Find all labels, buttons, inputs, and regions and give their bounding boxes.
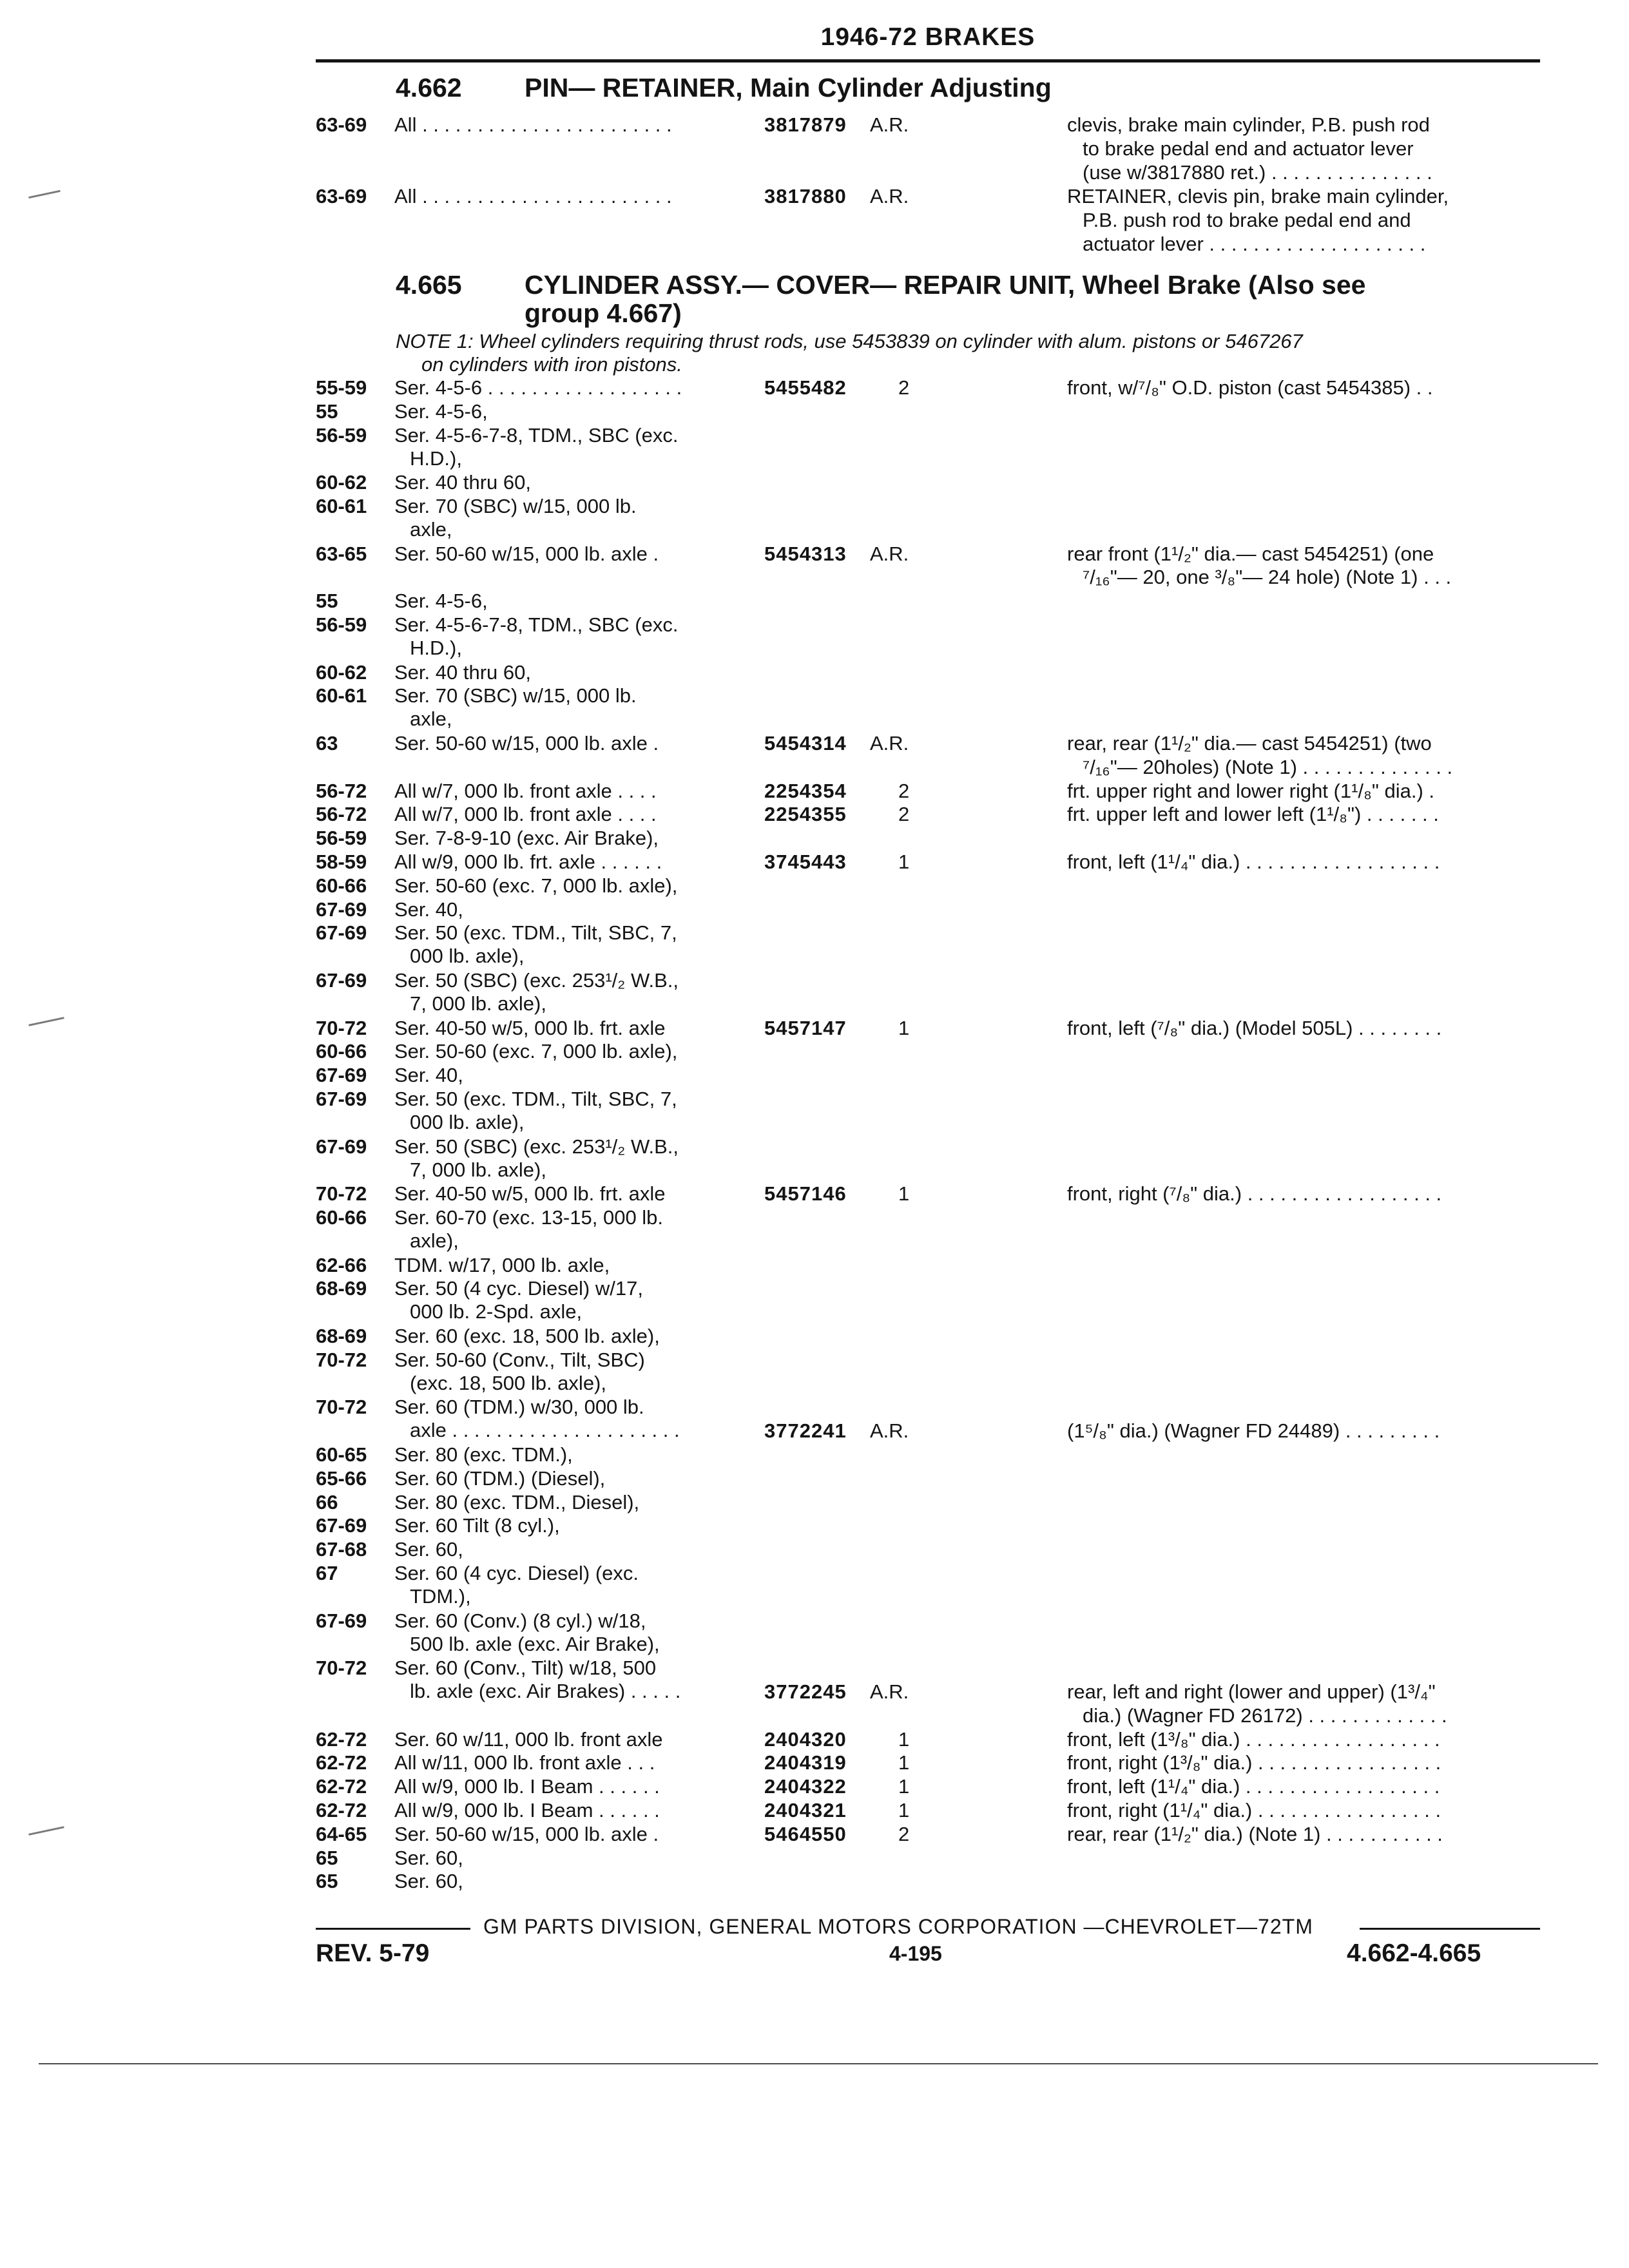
model-years: 62-72 [316,1775,367,1798]
application-line: Ser. 50-60 (Conv., Tilt, SBC) [394,1348,645,1371]
part-description [1067,1017,1537,1041]
description-line: actuator lever . . . . . . . . . . . . . . . . . . . . [1083,233,1426,255]
application [394,376,755,399]
application-line: Ser. 60-70 (exc. 13-15, 000 lb. [394,1206,664,1229]
application-line: Ser. 40-50 w/5, 000 lb. frt. axle [394,1182,666,1206]
quantity: 1 [898,1799,910,1821]
application-line: Ser. 60 (TDM.) w/30, 000 lb. [394,1396,644,1419]
application [394,495,755,541]
model-years: 63-65 [316,542,367,565]
model-years: 60-62 [316,660,367,684]
part-number: 5454313 [764,542,847,565]
application-line: Ser. 60 w/11, 000 lb. front axle [394,1727,663,1751]
application [394,1823,755,1846]
application-line: Ser. 80 (exc. TDM., Diesel), [394,1490,640,1514]
application [394,1135,755,1182]
quantity: A.R. [870,185,909,207]
revision-label: REV. 5-79 [316,1939,430,1967]
description-line: clevis, brake main cylinder, P.B. push rod [1067,113,1430,136]
description-line: rear, left and right (lower and upper) (1³/₄" [1067,1680,1436,1703]
quantity: A.R. [870,1419,909,1443]
application-line: Ser. 4-5-6, [394,399,488,423]
model-years: 62-72 [316,1751,367,1774]
application-line: All w/9, 000 lb. frt. axle . . . . . . [394,850,662,873]
part-number: 3772245 [764,1680,847,1703]
part-number: 3772241 [764,1419,847,1443]
application-line: Ser. 60 (4 cyc. Diesel) (exc. [394,1562,639,1584]
model-years: 60-61 [316,495,367,517]
part-description [1067,1396,1537,1443]
application [394,684,755,731]
application-line: Ser. 4-5-6-7-8, TDM., SBC (exc. [394,423,679,447]
application [394,780,755,803]
application [394,1538,755,1561]
description-line: dia.) (Wagner FD 26172) . . . . . . . . . . . . . [1083,1704,1447,1727]
application-line: Ser. 4-5-6 . . . . . . . . . . . . . . . . . . [394,376,682,399]
application-line: axle, [410,707,452,731]
application-line: H.D.), [410,637,462,659]
application-line: Ser. 50-60 w/15, 000 lb. axle . [394,542,659,565]
application [394,1728,755,1751]
footer-rule-right [1360,1928,1540,1930]
application [394,1610,755,1656]
description-line: (1⁵/₈" dia.) (Wagner FD 24489) . . . . . . . . . [1067,1419,1440,1443]
model-years: 70-72 [316,1348,367,1371]
application [394,1182,755,1206]
application [394,1467,755,1490]
model-years: 64-65 [316,1822,367,1845]
application-line: Ser. 40-50 w/5, 000 lb. frt. axle [394,1016,666,1039]
application [394,1325,755,1348]
part-number: 2404322 [764,1775,847,1798]
application-line: Ser. 50 (exc. TDM., Tilt, SBC, 7, [394,1088,677,1110]
description-line: RETAINER, clevis pin, brake main cylinder, [1067,185,1449,207]
quantity: A.R. [870,542,909,565]
application-line: Ser. 50 (exc. TDM., Tilt, SBC, 7, [394,921,677,945]
model-years: 66 [316,1490,338,1514]
model-years: 60-62 [316,471,367,494]
part-description [1067,185,1537,256]
section-number: 4.665 [396,270,462,300]
page-number: 4-195 [889,1942,942,1965]
footer-rule-left [316,1928,470,1930]
application-line: Ser. 40 thru 60, [394,660,531,684]
description-line: front, right (⁷/₈" dia.) . . . . . . . . . . . . . . . . . . [1067,1182,1442,1206]
model-years: 62-66 [316,1253,367,1276]
description-line: frt. upper right and lower right (1¹/₈" dia.) . [1067,779,1435,802]
quantity: 2 [898,779,910,802]
part-description [1067,1823,1537,1847]
application-line: Ser. 60, [394,1538,463,1561]
application-line: Ser. 60, [394,1846,463,1869]
quantity: 1 [898,1182,910,1206]
application [394,424,755,470]
application [394,185,755,208]
part-description [1067,1799,1537,1823]
application-line: Ser. 50-60 (exc. 7, 000 lb. axle), [394,874,678,897]
section-title-line1: CYLINDER ASSY.— COVER— REPAIR UNIT, Wheel Brake (Also see [525,270,1366,300]
model-years: 67-69 [316,1064,367,1087]
quantity: 1 [898,1727,910,1751]
part-description [1067,803,1537,827]
description-line [1067,1657,1537,1680]
description-line [1067,1396,1537,1419]
model-years: 56-72 [316,803,367,826]
application-line: 7, 000 lb. axle), [410,1158,546,1181]
quantity: 1 [898,1016,910,1039]
application-line: All w/9, 000 lb. I Beam . . . . . . [394,1799,660,1821]
application [394,874,755,898]
model-years: 62-72 [316,1799,367,1821]
description-line: to brake pedal end and actuator lever [1083,137,1414,160]
quantity: 2 [898,376,910,399]
application-line: Ser. 50 (SBC) (exc. 253¹/₂ W.B., [394,969,679,992]
application-line: All . . . . . . . . . . . . . . . . . . . . . . . [394,185,672,207]
scan-margin-mark [28,190,61,198]
model-years: 65 [316,1870,338,1893]
application-line: Ser. 60 (exc. 18, 500 lb. axle), [394,1325,660,1347]
application-line: Ser. 60 Tilt (8 cyl.), [394,1514,560,1537]
application [394,1017,755,1040]
model-years: 70-72 [316,1657,367,1680]
application [394,969,755,1015]
scan-margin-mark [28,1826,64,1836]
application-line: Ser. 60 (TDM.) (Diesel), [394,1466,606,1490]
application-line: lb. axle (exc. Air Brakes) . . . . . [410,1680,681,1703]
application [394,850,755,874]
part-number: 5455482 [764,376,847,399]
application [394,113,755,137]
application-line: Ser. 50 (SBC) (exc. 253¹/₂ W.B., [394,1135,679,1158]
model-years: 65-66 [316,1466,367,1490]
part-number: 2254355 [764,803,847,826]
footer-publisher: GM PARTS DIVISION, GENERAL MOTORS CORPORATION —CHEVROLET—72TM [483,1915,1313,1938]
model-years: 63 [316,732,338,754]
application [394,1040,755,1063]
part-description [1067,780,1537,803]
application [394,1491,755,1514]
page-header-title: 1946-72 BRAKES [820,23,1036,51]
section-title [525,271,1581,327]
model-years: 62-72 [316,1727,367,1751]
quantity: 1 [898,850,910,873]
application [394,1206,755,1253]
part-number: 2404320 [764,1727,847,1751]
part-number: 3817879 [764,113,847,136]
application-line: Ser. 4-5-6-7-8, TDM., SBC (exc. [394,613,679,636]
application-line: TDM.), [410,1585,471,1608]
part-number: 5454314 [764,732,847,754]
application [394,1064,755,1087]
quantity: A.R. [870,732,909,754]
application [394,1870,755,1893]
application-line: Ser. 50 (4 cyc. Diesel) w/17, [394,1277,643,1300]
application [394,1443,755,1466]
scan-margin-mark [28,1017,64,1026]
part-number: 5457147 [764,1016,847,1039]
model-years: 67-69 [316,1609,367,1632]
application-line: Ser. 50-60 (exc. 7, 000 lb. axle), [394,1040,678,1063]
model-years: 58-59 [316,850,367,873]
description-line: ⁷/₁₆"— 20, one ³/₈"— 24 hole) (Note 1) . . . [1083,566,1452,589]
model-years: 56-59 [316,423,367,447]
model-years: 67-68 [316,1538,367,1561]
application-line: axle), [410,1229,459,1252]
model-years: 60-61 [316,684,367,707]
application-line: Ser. 70 (SBC) w/15, 000 lb. [394,684,637,707]
description-line: rear, rear (1¹/₂" dia.— cast 5454251) (two [1067,732,1432,754]
part-description [1067,376,1537,400]
application-line: All w/7, 000 lb. front axle . . . . [394,803,657,826]
part-number: 5464550 [764,1822,847,1845]
model-years: 56-72 [316,779,367,802]
model-years: 70-72 [316,1182,367,1206]
application [394,921,755,968]
model-years: 60-66 [316,874,367,897]
section-range: 4.662-4.665 [1347,1939,1481,1967]
model-years: 67-69 [316,1088,367,1110]
application [394,613,755,660]
application [394,803,755,826]
application-line: Ser. 7-8-9-10 (exc. Air Brake), [394,827,659,850]
quantity: 2 [898,803,910,826]
application [394,1799,755,1822]
header-rule [316,59,1540,62]
part-description [1067,1182,1537,1206]
description-line: rear, rear (1¹/₂" dia.) (Note 1) . . . . . . . . . . . [1067,1822,1443,1845]
application [394,1657,755,1703]
application [394,1847,755,1870]
application-line: Ser. 40, [394,1064,463,1087]
application-line: Ser. 4-5-6, [394,590,488,613]
application-line: 7, 000 lb. axle), [410,992,546,1015]
note-line-2: on cylinders with iron pistons. [421,353,682,376]
quantity: 1 [898,1775,910,1798]
part-number: 3817880 [764,185,847,207]
application-line: All w/7, 000 lb. front axle . . . . [394,779,657,802]
application-line: Ser. 60 (Conv., Tilt) w/18, 500 [394,1657,657,1680]
model-years: 70-72 [316,1016,367,1039]
model-years: 60-65 [316,1443,367,1466]
section-number: 4.662 [396,73,462,102]
model-years: 55 [316,399,338,423]
application-line: axle . . . . . . . . . . . . . . . . . . . . . [410,1419,680,1442]
part-description [1067,1775,1537,1799]
model-years: 60-66 [316,1206,367,1229]
description-line: front, left (1³/₈" dia.) . . . . . . . . . . . . . . . . . . [1067,1727,1440,1751]
model-years: 67-69 [316,1514,367,1537]
application [394,1349,755,1395]
model-years: 65 [316,1846,338,1869]
application-line: Ser. 60 (Conv.) (8 cyl.) w/18, [394,1609,646,1632]
application [394,400,755,423]
part-number: 2254354 [764,779,847,802]
scan-bottom-line [39,2063,1598,2064]
model-years: 68-69 [316,1277,367,1300]
part-description [1067,543,1537,590]
application-line: 500 lb. axle (exc. Air Brake), [410,1632,660,1655]
section-title-line2: group 4.667) [525,298,682,328]
application-line: All w/9, 000 lb. I Beam . . . . . . [394,1775,660,1798]
model-years: 63-69 [316,113,367,136]
application-line: Ser. 40 thru 60, [394,471,531,494]
application [394,732,755,755]
application-line: 000 lb. axle), [410,1111,525,1133]
description-line: front, left (1¹/₄" dia.) . . . . . . . . . . . . . . . . . . [1067,1775,1440,1798]
part-number: 2404321 [764,1799,847,1821]
application-line: All w/11, 000 lb. front axle . . . [394,1751,655,1774]
application [394,1088,755,1134]
model-years: 70-72 [316,1396,367,1419]
model-years: 67 [316,1562,338,1584]
application [394,661,755,684]
part-description [1067,113,1537,185]
part-number: 3745443 [764,850,847,873]
application [394,590,755,613]
application [394,1254,755,1277]
description-line: frt. upper left and lower left (1¹/₈") . . . . . . . [1067,803,1439,826]
application [394,1396,755,1442]
application-line: Ser. 60, [394,1870,463,1893]
part-description [1067,1751,1537,1775]
model-years: 56-59 [316,613,367,636]
application-line: Ser. 40, [394,898,463,921]
application-line: H.D.), [410,447,462,470]
model-years: 67-69 [316,921,367,945]
part-number: 2404319 [764,1751,847,1774]
application [394,1751,755,1774]
model-years: 67-69 [316,898,367,921]
application-line: Ser. 50-60 w/15, 000 lb. axle . [394,732,659,754]
application [394,1562,755,1608]
description-line: P.B. push rod to brake pedal end and [1083,209,1411,231]
application-line: 000 lb. axle), [410,945,525,968]
model-years: 68-69 [316,1325,367,1347]
application-line: axle, [410,518,452,541]
application [394,898,755,921]
model-years: 67-69 [316,1135,367,1158]
description-line: front, right (1¹/₄" dia.) . . . . . . . . . . . . . . . . . [1067,1799,1441,1821]
part-description [1067,732,1537,780]
quantity: A.R. [870,1680,909,1703]
description-line: ⁷/₁₆"— 20holes) (Note 1) . . . . . . . . . . . . . . [1083,755,1453,778]
model-years: 60-66 [316,1040,367,1063]
model-years: 56-59 [316,827,367,850]
description-line: front, left (⁷/₈" dia.) (Model 505L) . . . . . . . . [1067,1016,1442,1039]
application-line: Ser. 50-60 w/15, 000 lb. axle . [394,1822,659,1845]
part-description [1067,1657,1537,1727]
quantity: A.R. [870,113,909,136]
description-line: (use w/3817880 ret.) . . . . . . . . . . . . . . . [1083,161,1432,184]
description-line: rear front (1¹/₂" dia.— cast 5454251) (one [1067,542,1434,565]
part-description [1067,1728,1537,1752]
application-line: 000 lb. 2-Spd. axle, [410,1300,583,1323]
application-line: TDM. w/17, 000 lb. axle, [394,1253,610,1276]
application [394,1514,755,1537]
application [394,1277,755,1323]
model-years: 55 [316,590,338,613]
part-number: 5457146 [764,1182,847,1206]
application-line: Ser. 70 (SBC) w/15, 000 lb. [394,495,637,517]
description-line: front, right (1³/₈" dia.) . . . . . . . . . . . . . . . . . [1067,1751,1441,1774]
application [394,827,755,850]
application-line: All . . . . . . . . . . . . . . . . . . . . . . . [394,113,672,136]
part-description [1067,850,1537,874]
note-line-1: NOTE 1: Wheel cylinders requiring thrust rods, use 5453839 on cylinder with alum. pistons or 5467267 [396,330,1303,352]
application [394,543,755,566]
description-line: front, w/⁷/₈" O.D. piston (cast 5454385) . . [1067,376,1433,399]
application [394,471,755,494]
model-years: 55-59 [316,376,367,399]
quantity: 2 [898,1822,910,1845]
section-title: PIN— RETAINER, Main Cylinder Adjusting [525,73,1052,102]
model-years: 63-69 [316,185,367,207]
model-years: 67-69 [316,969,367,992]
application-line: (exc. 18, 500 lb. axle), [410,1371,606,1394]
quantity: 1 [898,1751,910,1774]
section-note [396,330,1530,376]
description-line: front, left (1¹/₄" dia.) . . . . . . . . . . . . . . . . . . [1067,850,1440,873]
application [394,1775,755,1798]
application-line: Ser. 80 (exc. TDM.), [394,1443,573,1466]
